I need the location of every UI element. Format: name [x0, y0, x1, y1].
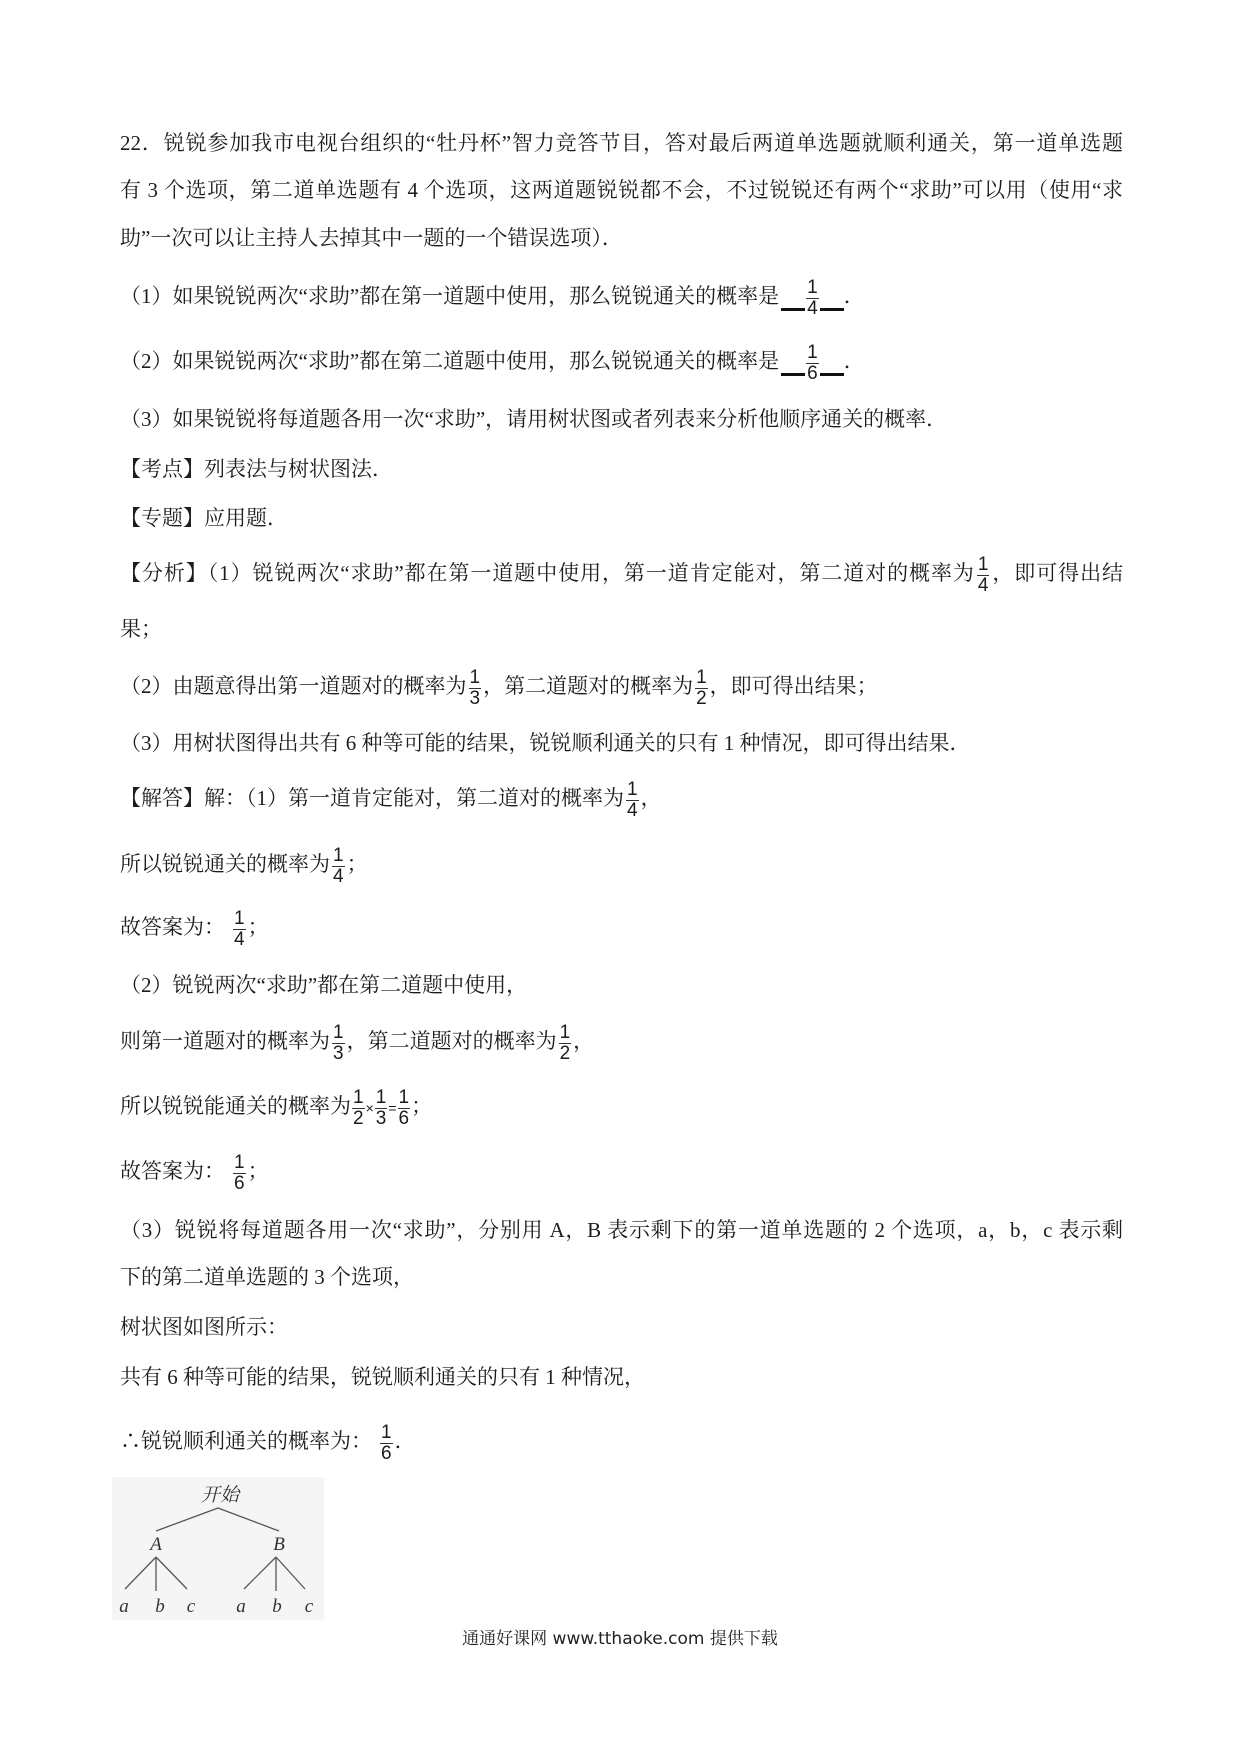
answer-blank-underline: [781, 308, 805, 311]
fenxi-text: ，即可得出结果；: [709, 674, 878, 698]
problem-line-1: 22．锐锐参加我市电视台组织的“牡丹杯”智力竞答节目，答对最后两道单选题就顺利通关，第一道单选题: [120, 131, 1123, 155]
jieda-line-2: [120, 844, 368, 887]
jieda-line-6: [120, 1086, 433, 1129]
page-footer: 通通好课网 www.tthaoke.com 提供下载: [462, 1629, 778, 1649]
jieda-text: 故答案为：: [120, 1159, 225, 1183]
zhuanti-line: [120, 503, 288, 533]
question-1-text: （1）如果锐锐两次“求助”都在第一道题中使用，那么锐锐通关的概率是: [120, 284, 780, 308]
times-sign: ×: [365, 1100, 374, 1116]
fraction-denominator: 4: [977, 574, 989, 596]
question-3: （3）如果锐锐将每道题各用一次“求助”，请用树状图或者列表来分析他顺序通关的概率．: [120, 407, 948, 431]
jieda-text: ，第二道题对的概率为: [346, 1029, 557, 1053]
tree-root-label: 开始: [200, 1484, 240, 1506]
jieda-text: ．: [394, 1429, 416, 1453]
jieda-line-5: [120, 1021, 595, 1064]
zhuanti-text: 应用题．: [204, 506, 288, 530]
fraction-denominator: 2: [696, 687, 707, 709]
jieda-text: 所以锐锐能通关的概率为: [120, 1094, 351, 1118]
jieda-line-11: 共有 6 种等可能的结果，锐锐顺利通关的只有 1 种情况，: [120, 1365, 645, 1389]
tree-diagram: [112, 1477, 324, 1620]
fraction: [375, 1088, 388, 1129]
kaodian-text: 列表法与树状图法．: [204, 457, 393, 481]
jieda-line-8: （3）锐锐将每道题各用一次“求助”，分别用 A，B 表示剩下的第一道单选题的 2 个选项，a，b，c 表示剩: [120, 1218, 1123, 1242]
fraction: [233, 1153, 246, 1194]
jieda-text: ；: [247, 915, 269, 939]
fraction-numerator: 1: [469, 666, 481, 688]
answer-blank-underline: [781, 373, 805, 376]
question-1: [120, 276, 865, 319]
fraction-denominator: 4: [234, 928, 245, 950]
answer-blank-underline: [820, 373, 844, 376]
fraction-denominator: 6: [398, 1107, 410, 1129]
fenxi-text: （2）由题意得出第一道题对的概率为: [120, 674, 467, 698]
fraction: [233, 909, 246, 950]
fraction-numerator: 1: [696, 666, 707, 688]
fraction: [332, 1023, 345, 1064]
jieda-line-4: （2）锐锐两次“求助”都在第二道题中使用，: [120, 973, 528, 997]
jieda-line-7: [120, 1151, 269, 1194]
fraction-numerator: 1: [977, 553, 989, 575]
fenxi-text: （1）锐锐两次“求助”都在第一道题中使用，第一道肯定能对，第二道对的概率为: [207, 561, 975, 585]
fraction: [332, 846, 345, 887]
jieda-text: 解：: [204, 786, 246, 810]
answer-fraction: [806, 278, 819, 319]
fraction-denominator: 3: [469, 687, 481, 709]
tree-leaf-c: c: [186, 1596, 196, 1617]
fraction-numerator: 1: [353, 1086, 364, 1108]
jieda-line-10: 树状图如图所示：: [120, 1315, 288, 1339]
equals-sign: =: [388, 1100, 397, 1116]
question-2-text: （2）如果锐锐两次“求助”都在第二道题中使用，那么锐锐通关的概率是: [120, 349, 780, 373]
tree-node-A: A: [150, 1534, 162, 1555]
fraction-denominator: 4: [627, 799, 638, 821]
fenxi-label: 【分析】: [120, 561, 208, 585]
fraction-denominator: 6: [234, 1172, 245, 1194]
jieda-text: ∴锐锐顺利通关的概率为：: [120, 1429, 372, 1453]
fenxi-line-2: 果；: [120, 617, 162, 641]
answer-fraction: [806, 343, 819, 384]
fraction: [380, 1423, 393, 1464]
fraction: [469, 668, 482, 709]
answer-blank: [781, 343, 844, 384]
jieda-text: （1）第一道肯定能对，第二道对的概率为: [246, 786, 624, 810]
fenxi-text-end: ，即可得出结: [991, 561, 1124, 585]
jieda-text: ，: [640, 786, 662, 810]
tree-leaf-a: a: [119, 1596, 129, 1617]
fenxi-line-3: [120, 666, 878, 709]
problem-line-2: 有 3 个选项，第二道单选题有 4 个选项，这两道题锐锐都不会，不过锐锐还有两个“求助”可以用（使用“求: [120, 178, 1123, 202]
tree-node-B: B: [273, 1534, 285, 1555]
fraction-numerator: 1: [381, 1421, 392, 1443]
fraction: [977, 555, 990, 596]
fraction-denominator: 3: [333, 1042, 344, 1064]
fraction-denominator: 6: [807, 362, 818, 384]
fraction-denominator: 4: [333, 865, 344, 887]
fraction-numerator: 1: [375, 1086, 387, 1108]
fraction: [398, 1088, 411, 1129]
question-2-end: ．: [843, 349, 865, 373]
jieda-text: ；: [411, 1094, 433, 1118]
jieda-text: 则第一道题对的概率为: [120, 1029, 330, 1053]
fenxi-text: ，第二道题对的概率为: [483, 674, 694, 698]
answer-blank-underline: [820, 308, 844, 311]
tree-leaf-b: b: [155, 1596, 165, 1617]
fenxi-line-4: （3）用树状图得出共有 6 种等可能的结果，锐锐顺利通关的只有 1 种情况，即可得出结果．: [120, 731, 971, 755]
fraction-denominator: 2: [353, 1107, 364, 1129]
fraction-numerator: 1: [807, 276, 818, 298]
fraction-numerator: 1: [234, 907, 245, 929]
fraction-numerator: 1: [333, 1021, 344, 1043]
fraction-denominator: 2: [559, 1042, 571, 1064]
jieda-line-9: 下的第二道单选题的 3 个选项，: [120, 1265, 414, 1289]
fraction-denominator: 3: [375, 1107, 387, 1129]
question-1-end: ．: [843, 284, 865, 308]
fraction-denominator: 4: [807, 297, 818, 319]
problem-line-3: 助”一次可以让主持人去掉其中一题的一个错误选项）．: [120, 226, 623, 250]
fraction-numerator: 1: [807, 341, 818, 363]
tree-leaf-c: c: [304, 1596, 314, 1617]
jieda-line-1: [120, 778, 662, 821]
fraction-numerator: 1: [627, 778, 638, 800]
jieda-text: ；: [346, 852, 368, 876]
jieda-text: 所以锐锐通关的概率为: [120, 852, 330, 876]
tree-leaf-a: a: [236, 1596, 246, 1617]
fraction: [626, 780, 639, 821]
zhuanti-label: 【专题】: [120, 506, 204, 530]
tree-leaf-b: b: [272, 1596, 282, 1617]
fraction-numerator: 1: [333, 844, 344, 866]
fraction: [695, 668, 708, 709]
jieda-line-12: [120, 1421, 416, 1464]
jieda-text: 故答案为：: [120, 915, 225, 939]
fraction-numerator: 1: [559, 1021, 571, 1043]
jieda-line-3: [120, 907, 269, 950]
jieda-label: 【解答】: [120, 786, 204, 810]
fenxi-line-1: [120, 553, 1124, 596]
jieda-text: ，: [573, 1029, 595, 1053]
fraction-denominator: 6: [381, 1442, 392, 1464]
fraction-numerator: 1: [234, 1151, 245, 1173]
fraction-numerator: 1: [398, 1086, 410, 1108]
kaodian-line: [120, 454, 393, 484]
jieda-text: ；: [247, 1159, 269, 1183]
answer-blank: [781, 278, 844, 319]
fraction: [559, 1023, 572, 1064]
question-2: [120, 341, 865, 384]
kaodian-label: 【考点】: [120, 457, 204, 481]
fraction: [352, 1088, 365, 1129]
